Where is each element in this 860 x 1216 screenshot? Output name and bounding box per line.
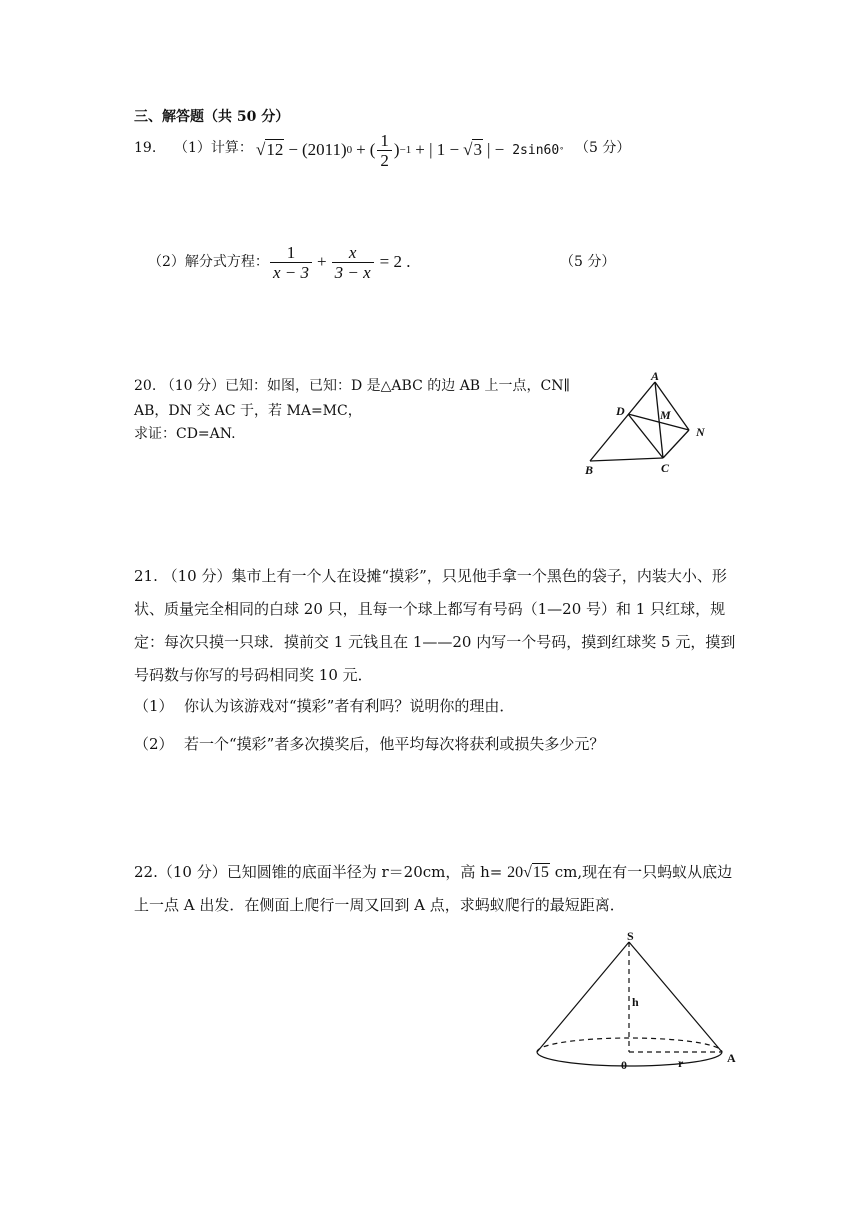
- segment-CN: [663, 430, 689, 458]
- q21-sub2-label: （2）: [134, 735, 174, 753]
- frac-den: x − 3: [273, 262, 310, 282]
- q19-part2-label: （2）解分式方程：: [148, 254, 269, 270]
- q22-cone-figure: [530, 928, 750, 1073]
- fraction-half: [377, 131, 392, 170]
- q19-part1-label: （1）计算：: [174, 140, 253, 156]
- sqrt-symbol: √: [463, 140, 473, 159]
- q19-part2-score: （5 分）: [560, 254, 616, 270]
- segment-AB: [590, 382, 655, 461]
- q19-number: 19.: [134, 140, 157, 156]
- segment-DC: [628, 414, 663, 458]
- q22-text-a: 22.（10 分）已知圆锥的底面半径为 r＝20cm，高 h=: [134, 863, 508, 881]
- section-title: 三、解答题（共 50 分）: [134, 109, 290, 125]
- frac-den: 3 − x: [334, 262, 371, 282]
- q19-part1-score: （5 分）: [575, 140, 631, 156]
- q20-line2: AB，DN 交 AC 于，若 MA=MC，: [134, 403, 362, 419]
- sqrt-symbol: √: [256, 140, 266, 159]
- q21-text: 21. （10 分）集市上有一个人在设摊“摸彩”，只见他手拿一个黑色的袋子，内装大小、形状、质量完全相同的白球 20 只，且每一个球上都写有号码（1—20 号）和 1 只红球，规定：每次只摸一只球．摸前交 1 元钱且在 1——20 内写一个号码，摸到红球奖 5 元，摸到号码数与你写的号码相同奖 10 元．: [134, 567, 736, 684]
- equation-rhs: = 2 .: [379, 252, 411, 271]
- exponent-zero: 0: [346, 144, 353, 156]
- label-B: B: [585, 463, 594, 477]
- q22-text: [134, 856, 744, 922]
- q21-sub1-text: 你认为该游戏对“摸彩”者有利吗？说明你的理由．: [184, 697, 515, 715]
- label-A: A: [651, 369, 660, 383]
- label-S: S: [627, 929, 634, 943]
- fraction-2: [332, 243, 374, 282]
- exponent-neg1: −1: [399, 144, 412, 156]
- degree-sign: °: [559, 145, 565, 155]
- q22-height-expr: [507, 864, 550, 881]
- segment-BC: [590, 458, 663, 461]
- frac-num: 1: [377, 131, 392, 151]
- fraction-1: [270, 243, 312, 282]
- q19-part2-expression: [268, 238, 411, 286]
- radicand-3: 3: [473, 140, 482, 159]
- label-h: h: [632, 995, 639, 1009]
- frac-num: 1: [270, 243, 312, 263]
- label-M: M: [660, 408, 671, 422]
- operator: +: [356, 140, 366, 159]
- cone-right-edge: [629, 942, 722, 1052]
- q19-part1-expression: √ 12 − (2011) 0 + ( $\frac{1}{2}$ ) −1 + | 1 − √ 3 | − 2sin60 °: [256, 130, 565, 170]
- term-2011: (2011): [301, 140, 347, 159]
- q20-triangle-figure: [575, 368, 725, 478]
- q20-line3: 求证：CD=AN.: [134, 426, 236, 442]
- label-r: r: [678, 1056, 684, 1070]
- operator: +: [317, 252, 327, 271]
- q21-sub1-label: （1）: [134, 697, 174, 715]
- base-front-arc: [537, 1052, 722, 1066]
- label-O: 0: [621, 1058, 627, 1072]
- sin-term: 2sin60: [512, 142, 560, 158]
- h-coefficient: 20: [507, 864, 524, 881]
- radicand-12: 12: [266, 140, 284, 159]
- frac-den: 2: [380, 150, 389, 170]
- label-D: D: [616, 404, 625, 418]
- label-C: C: [661, 461, 670, 475]
- label-A: A: [727, 1051, 736, 1065]
- sqrt-symbol: √: [523, 864, 532, 881]
- operator: −: [288, 140, 298, 159]
- q21-sub2-text: 若一个“摸彩”者多次摸奖后，他平均每次将获利或损失多少元？: [184, 735, 605, 753]
- cone-left-edge: [537, 942, 629, 1052]
- radicand-15: 15: [532, 864, 549, 881]
- q20-line1: 20. （10 分）已知：如图，已知：D 是△ABC 的边 AB 上一点，CN∥: [134, 378, 570, 394]
- frac-num: x: [332, 243, 374, 263]
- abs-open: + | 1 −: [415, 140, 460, 159]
- abs-close: | −: [486, 140, 505, 159]
- label-N: N: [696, 425, 705, 439]
- q22-text-b: cm,现在有一只蚂蚁从底边上一点 A 出发．在侧面上爬行一周又回到 A 点，求蚂蚁爬行的最短距离．: [134, 863, 733, 914]
